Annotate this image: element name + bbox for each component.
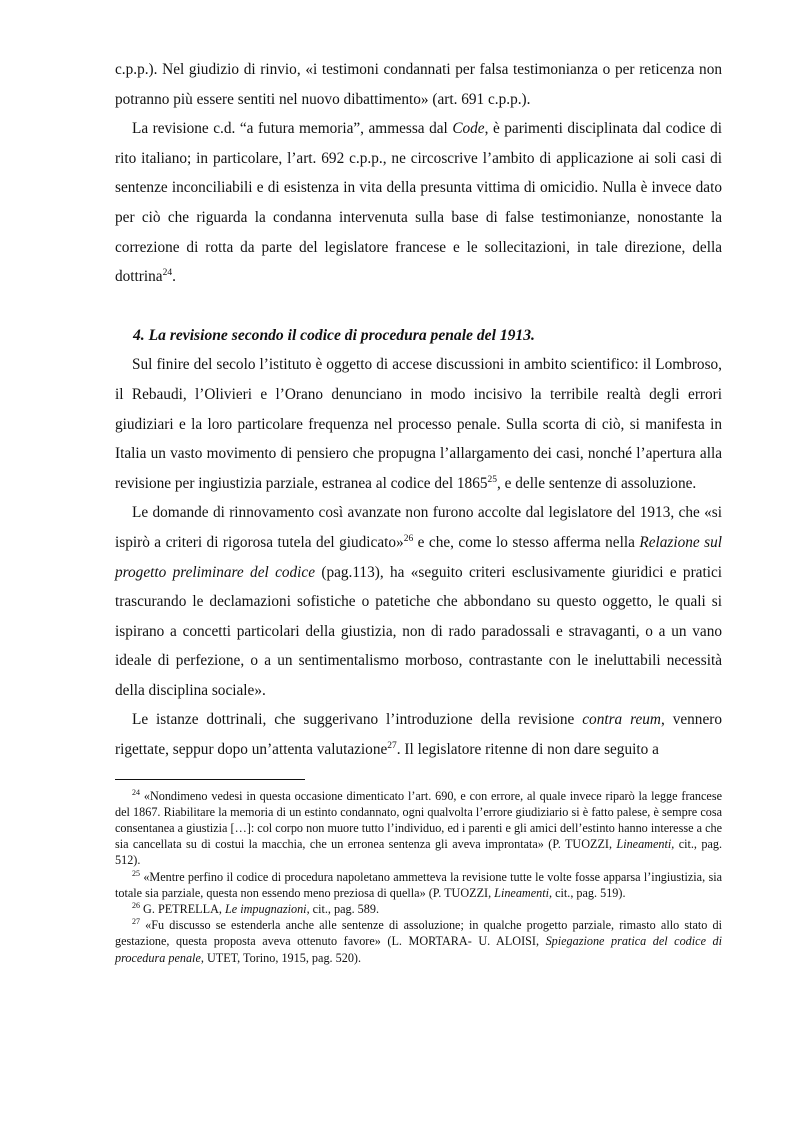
paragraph-2-text-b: , è parimenti disciplinata dal codice di rito italiano; in particolare, l’art. 692 c.p.p., ne circoscrive l’ambito di applicazione ai soli casi di sentenze inconciliabili e di esistenza in vita della presunta vittima di omicidio. Nulla è invece dato per ciò che riguarda la condanna intervenuta sulla base di false testimonianze, nonostante la correzione di rotta da parte del legislatore francese e le sollecitazioni, in tale direzione, della dottrina: [115, 120, 722, 286]
footnote-26-number: 26: [132, 901, 140, 911]
footnote-24-number: 24: [132, 787, 140, 797]
paragraph-5-text-b: , vennero rigettate, seppur dopo un’attenta valutazione: [115, 711, 722, 759]
paragraph-5-text-a: Le istanze dottrinali, che suggerivano l’introduzione della revisione: [132, 711, 583, 729]
paragraph-4-text-a: Le domande di rinnovamento così avanzate non furono accolte dal legislatore del 1913, che «si ispirò a criteri di rigorosa tutela del giudicato»: [115, 504, 722, 551]
paragraph-4-italic: Relazione sul progetto preliminare del codice: [115, 533, 722, 581]
footnote-ref-25[interactable]: 25: [487, 474, 497, 485]
footnote-25-number: 25: [132, 868, 140, 878]
section-heading: 4. La revisione secondo il codice di procedura penale del 1913.: [133, 326, 535, 344]
footnote-27-italic: Spiegazione pratica del codice di procedura penale: [115, 934, 722, 965]
footnote-24-italic: Lineamenti,: [616, 837, 675, 852]
paragraph-3-text-b: , e delle sentenze di assoluzione.: [497, 474, 697, 492]
footnote-26-text-a: G. PETRELLA,: [140, 902, 225, 917]
footnote-27-text-b: , UTET, Torino, 1915, pag. 520).: [200, 950, 362, 965]
footnote-26-text-b: , cit., pag. 589.: [306, 902, 379, 917]
footnote-27: [115, 917, 722, 966]
paragraph-2-text-c: .: [172, 268, 176, 286]
paragraph-2-italic: Code: [452, 120, 485, 138]
document-page: [115, 55, 722, 966]
footnote-27-text-a: «Fu discusso se estenderla anche alle sentenze di assoluzione; in qualche progetto parziale, rimasto allo stato di gestazione, questa proposta aveva ottenuto favore» (L. MORTARA- U. ALOISI,: [115, 918, 722, 949]
paragraph-2-text-a: La revisione c.d. “a futura memoria”, ammessa dal: [132, 120, 453, 138]
footnote-25-italic: Lineamenti,: [494, 885, 553, 900]
footnote-26: [115, 901, 722, 917]
footnote-ref-27[interactable]: 27: [387, 740, 397, 751]
footnote-24: [115, 788, 722, 869]
footnote-25-text-a: «Mentre perfino il codice di procedura napoletano ammetteva la revisione tutte le volte fosse apparsa l’ingiustizia, sia totale sia parziale, questa non essendo meno preziosa di quella» (P. TUOZZI,: [115, 869, 722, 900]
paragraph-4: [115, 498, 722, 705]
footnote-24-text-b: cit., pag. 512).: [115, 837, 723, 868]
footnote-24-text-a: «Nondimeno vedesi in questa occasione dimenticato l’art. 690, e con errore, al quale invece riparò la legge francese del 1867. Riabilitare la memoria di un estinto condannato, ogni qualvolta l’errore giudiziario si è fatto palese, è sempre cosa consentanea a giustizia […]: col corpo non muore tutto l’individuo, ed i parenti e gli amici dell’estinto hanno interesse a che sia cancellata su di costui la macchia, che un erronea sentenza gli aveva improntata» (P. TUOZZI,: [115, 788, 722, 852]
footnote-ref-24[interactable]: 24: [162, 268, 173, 279]
footnote-26-italic: Le impugnazioni: [224, 902, 307, 917]
footnote-25: [115, 869, 722, 901]
footnote-separator: [115, 779, 305, 780]
footnote-25-text-b: cit., pag. 519).: [552, 885, 626, 900]
paragraph-5: [115, 705, 722, 764]
paragraph-5-italic: contra reum: [582, 711, 661, 729]
paragraph-3: [115, 350, 722, 498]
footnote-27-number: 27: [132, 917, 140, 927]
paragraph-5-text-c: . Il legislatore ritenne di non dare seguito a: [396, 741, 659, 759]
paragraph-1-text: c.p.p.). Nel giudizio di rinvio, «i testimoni condannati per falsa testimonianza o per reticenza non potranno più essere sentiti nel nuovo dibattimento» (art. 691 c.p.p.).: [115, 61, 722, 108]
paragraph-4-text-b: e che, come lo stesso afferma nella: [413, 533, 640, 551]
paragraph-2: [115, 114, 722, 292]
paragraph-4-text-c: (pag.113), ha «seguito criteri esclusivamente giuridici e pratici trascurando le declamazioni sofistiche o patetiche che abbondano su questo oggetto, le quali si ispirano a concetti particolari della giustizia, non di rado paradossali e stravaganti, o a un vano ideale di perfezione, o a un sentimentalismo morboso, contrastante con le ineluttabili necessità della disciplina sociale».: [115, 563, 722, 699]
footnote-ref-26[interactable]: 26: [403, 533, 414, 544]
paragraph-1: [115, 55, 722, 114]
paragraph-3-text-a: Sul finire del secolo l’istituto è oggetto di accese discussioni in ambito scientifico: il Lombroso, il Rebaudi, l’Olivieri e l’Orano denunciano in modo incisivo la terribile realtà degli errori giudiziari e la loro particolare frequenza nel processo penale. Sulla scorta di ciò, si manifesta in Italia un vasto movimento di pensiero che propugna l’allargamento dei casi, nonché l’apertura alla revisione per ingiustizia parziale, estranea al codice del 1865: [115, 356, 722, 492]
section-spacer: [115, 292, 722, 321]
